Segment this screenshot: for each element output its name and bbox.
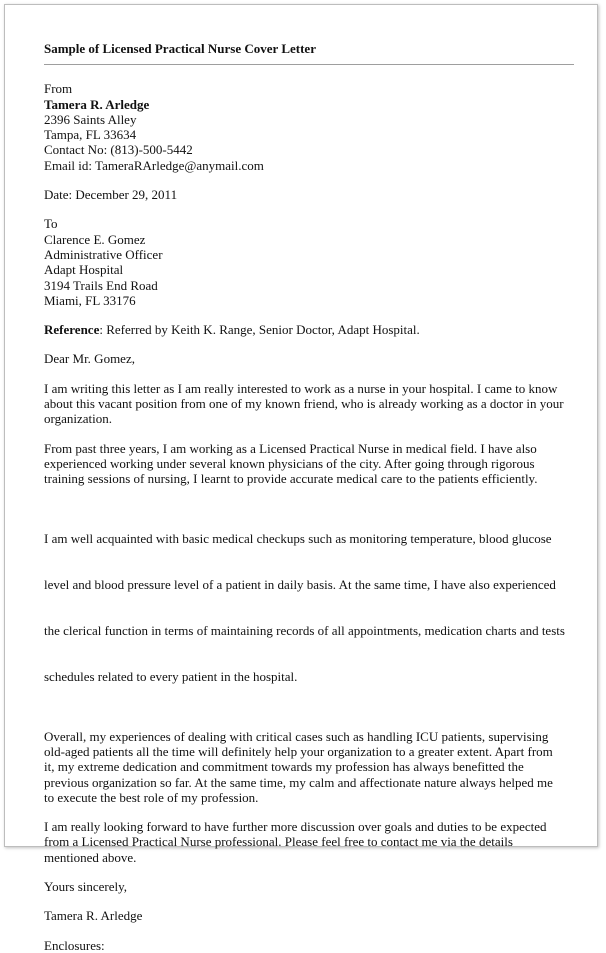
salutation <box>44 351 574 366</box>
enclosures-label: Enclosures: <box>44 937 105 953</box>
paragraph-line: schedules related to every patient in the hospital. <box>44 668 298 684</box>
paragraph-line: from a Licensed Practical Nurse professional. Please feel free to contact me via the details <box>44 834 513 850</box>
document-title: Sample of Licensed Practical Nurse Cover Letter <box>44 41 316 56</box>
paragraph-line: I am well acquainted with basic medical checkups such as monitoring temperature, blood glucose <box>44 531 552 547</box>
paragraph-line: training sessions of nursing, I learnt to provide accurate medical care to the patients efficiently. <box>44 471 538 487</box>
letter-page <box>4 4 598 953</box>
recipient-organization: Adapt Hospital <box>44 262 124 278</box>
recipient-block <box>44 216 574 308</box>
reference-line <box>44 322 574 337</box>
recipient-name: Clarence E. Gomez <box>44 231 146 247</box>
title-divider <box>44 64 574 65</box>
paragraph-line: it, my extreme dedication and commitment towards my profession has always benefitted the <box>44 759 524 775</box>
paragraph-line: level and blood pressure level of a patient in daily basis. At the same time, I have also experienced <box>44 577 556 593</box>
sender-address-line2: Tampa, FL 33634 <box>44 127 137 143</box>
paragraph-line: organization. <box>44 411 112 427</box>
paragraph-line: old-aged patients all the time will definitely help your organization to a greater extent. Apart from <box>44 743 553 759</box>
signature <box>44 908 574 923</box>
sender-label: From <box>44 81 73 97</box>
sender-block <box>44 81 574 173</box>
paragraph-line: I am writing this letter as I am really interested to work as a nurse in your hospital. I came to know <box>44 380 558 396</box>
closing <box>44 879 574 894</box>
paragraph-line: Overall, my experiences of dealing with critical cases such as handling ICU patients, supervising <box>44 728 549 744</box>
letter-body <box>44 41 574 953</box>
salutation-text: Dear Mr. Gomez, <box>44 351 135 367</box>
paragraph-2 <box>44 441 574 487</box>
paragraph-line: I am really looking forward to have further more discussion over goals and duties to be expected <box>44 819 547 835</box>
recipient-label: To <box>44 216 58 232</box>
paragraph-line: experienced working under several known physicians of the city. After going through rigorous <box>44 455 535 471</box>
recipient-title: Administrative Officer <box>44 246 163 262</box>
paragraph-1 <box>44 381 574 427</box>
paragraph-line: about this vacant position from one of my known friend, who is already working as a doctor in your <box>44 396 564 412</box>
sender-name: Tamera R. Arledge <box>44 96 150 112</box>
paragraph-line: previous organization so far. At the same time, my calm and affectionate nature always helped me <box>44 774 553 790</box>
enclosures <box>44 938 574 953</box>
paragraph-line: From past three years, I am working as a Licensed Practical Nurse in medical field. I have also <box>44 440 537 456</box>
recipient-address-line1: 3194 Trails End Road <box>44 277 158 293</box>
signature-name: Tamera R. Arledge <box>44 908 143 924</box>
reference-text: : Referred by Keith K. Range, Senior Doctor, Adapt Hospital. <box>99 322 420 338</box>
sender-contact: Contact No: (813)-500-5442 <box>44 142 193 158</box>
closing-text: Yours sincerely, <box>44 879 128 895</box>
recipient-address-line2: Miami, FL 33176 <box>44 292 136 308</box>
paragraph-line: the clerical function in terms of maintaining records of all appointments, medication charts and tests <box>44 622 565 638</box>
paragraph-4 <box>44 729 574 805</box>
sender-address-line1: 2396 Saints Alley <box>44 111 137 127</box>
paragraph-line: to execute the best role of my profession. <box>44 789 259 805</box>
paragraph-3 <box>44 501 574 715</box>
letter-date <box>44 187 574 202</box>
reference-label: Reference <box>44 322 100 338</box>
date-text: Date: December 29, 2011 <box>44 187 178 203</box>
paragraph-5 <box>44 819 574 865</box>
sender-email: Email id: TameraRArledge@anymail.com <box>44 157 264 173</box>
paragraph-line: mentioned above. <box>44 849 137 865</box>
